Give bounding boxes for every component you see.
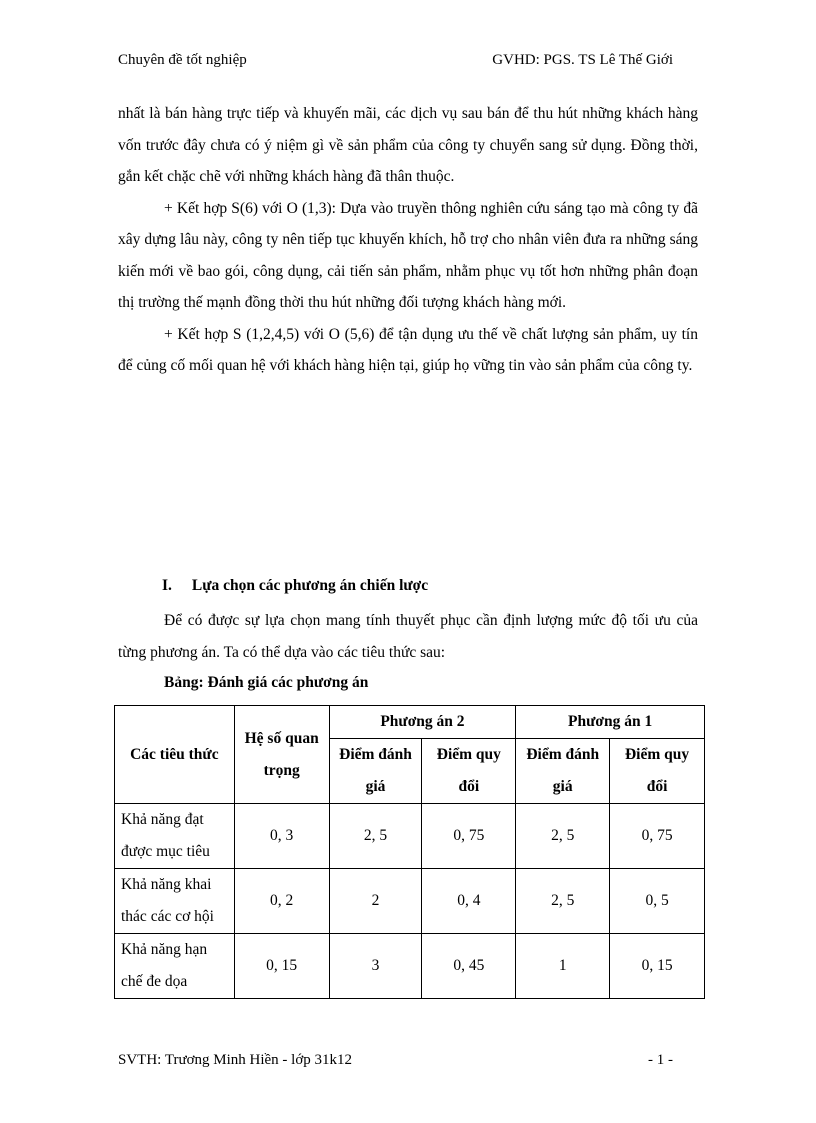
- page-header: [118, 52, 673, 74]
- row-weight: 0, 2: [234, 869, 329, 934]
- row-opt2-score: 2, 5: [329, 804, 422, 869]
- header-opt1-converted: Điểm quy đổi: [610, 739, 705, 804]
- row-opt2-score: 3: [329, 934, 422, 999]
- header-criteria: Các tiêu thức: [115, 706, 235, 804]
- paragraph-continuation: nhất là bán hàng trực tiếp và khuyến mãi, các dịch vụ sau bán để thu hút những khách hàng vốn trước đây chưa có ý niệm gì về sản phẩm của công ty chuyển sang sử dụng. Đồng thời, gắn kết chặc chẽ với những khách hàng đã thân thuộc.: [118, 105, 698, 185]
- row-opt1-score: 2, 5: [516, 869, 610, 934]
- row-opt1-converted: 0, 5: [610, 869, 705, 934]
- footer-student: SVTH: Trương Minh Hiền - lớp 31k12: [118, 1052, 353, 1068]
- header-opt2-score: Điểm đánh giá: [329, 739, 422, 804]
- row-weight: 0, 15: [234, 934, 329, 999]
- evaluation-table: [114, 705, 705, 999]
- header-option-1: Phương án 1: [516, 706, 705, 739]
- header-course-title: Chuyên đề tốt nghiệp: [118, 52, 247, 68]
- intro-paragraph: Để có được sự lựa chọn mang tính thuyết phục cần định lượng mức độ tối ưu của từng phương án. Ta có thể dựa vào các tiêu thức sau:: [118, 612, 698, 661]
- table-row: [115, 804, 705, 869]
- header-opt1-score: Điểm đánh giá: [516, 739, 610, 804]
- table-row: [115, 934, 705, 999]
- row-criteria: Khả năng hạn chế đe dọa: [115, 934, 235, 999]
- row-weight: 0, 3: [234, 804, 329, 869]
- row-opt1-score: 2, 5: [516, 804, 610, 869]
- page-number: - 1 -: [648, 1052, 673, 1068]
- row-opt2-converted: 0, 75: [422, 804, 516, 869]
- paragraph-so-combination-1: + Kết hợp S(6) với O (1,3): Dựa vào truyền thông nghiên cứu sáng tạo mà công ty đã xây dựng lâu này, công ty nên tiếp tục khuyến khích, hỗ trợ cho nhân viên đưa ra những sáng kiến mới về bao gói, công dụng, cải tiến sản phẩm, nhằm phục vụ tốt hơn những phân đoạn thị trường thế mạnh đồng thời thu hút những đối tượng khách hàng mới.: [118, 199, 698, 311]
- row-opt2-converted: 0, 45: [422, 934, 516, 999]
- section-title: Lựa chọn các phương án chiến lược: [191, 577, 429, 594]
- page-footer: [118, 1052, 673, 1074]
- intro-block: [118, 605, 698, 668]
- row-opt1-score: 1: [516, 934, 610, 999]
- section-heading: [162, 577, 428, 595]
- strategy-paragraphs: [118, 98, 698, 382]
- row-opt2-score: 2: [329, 869, 422, 934]
- row-opt1-converted: 0, 75: [610, 804, 705, 869]
- row-criteria: Khả năng đạt được mục tiêu: [115, 804, 235, 869]
- section-number: I.: [162, 577, 172, 594]
- table-caption: Bảng: Đánh giá các phương án: [164, 674, 369, 691]
- header-advisor: GVHD: PGS. TS Lê Thế Giới: [492, 52, 673, 68]
- row-opt1-converted: 0, 15: [610, 934, 705, 999]
- row-criteria: Khả năng khai thác các cơ hội: [115, 869, 235, 934]
- table-header-row-1: [115, 706, 705, 739]
- paragraph-so-combination-2: + Kết hợp S (1,2,4,5) với O (5,6) để tận dụng ưu thế về chất lượng sản phẩm, uy tín để củng cố mối quan hệ với khách hàng hiện tại, giúp họ vững tin vào sản phẩm của công ty.: [118, 325, 698, 374]
- header-opt2-converted: Điểm quy đổi: [422, 739, 516, 804]
- header-weight: Hệ số quan trọng: [234, 706, 329, 804]
- header-option-2: Phương án 2: [329, 706, 516, 739]
- row-opt2-converted: 0, 4: [422, 869, 516, 934]
- table-row: [115, 869, 705, 934]
